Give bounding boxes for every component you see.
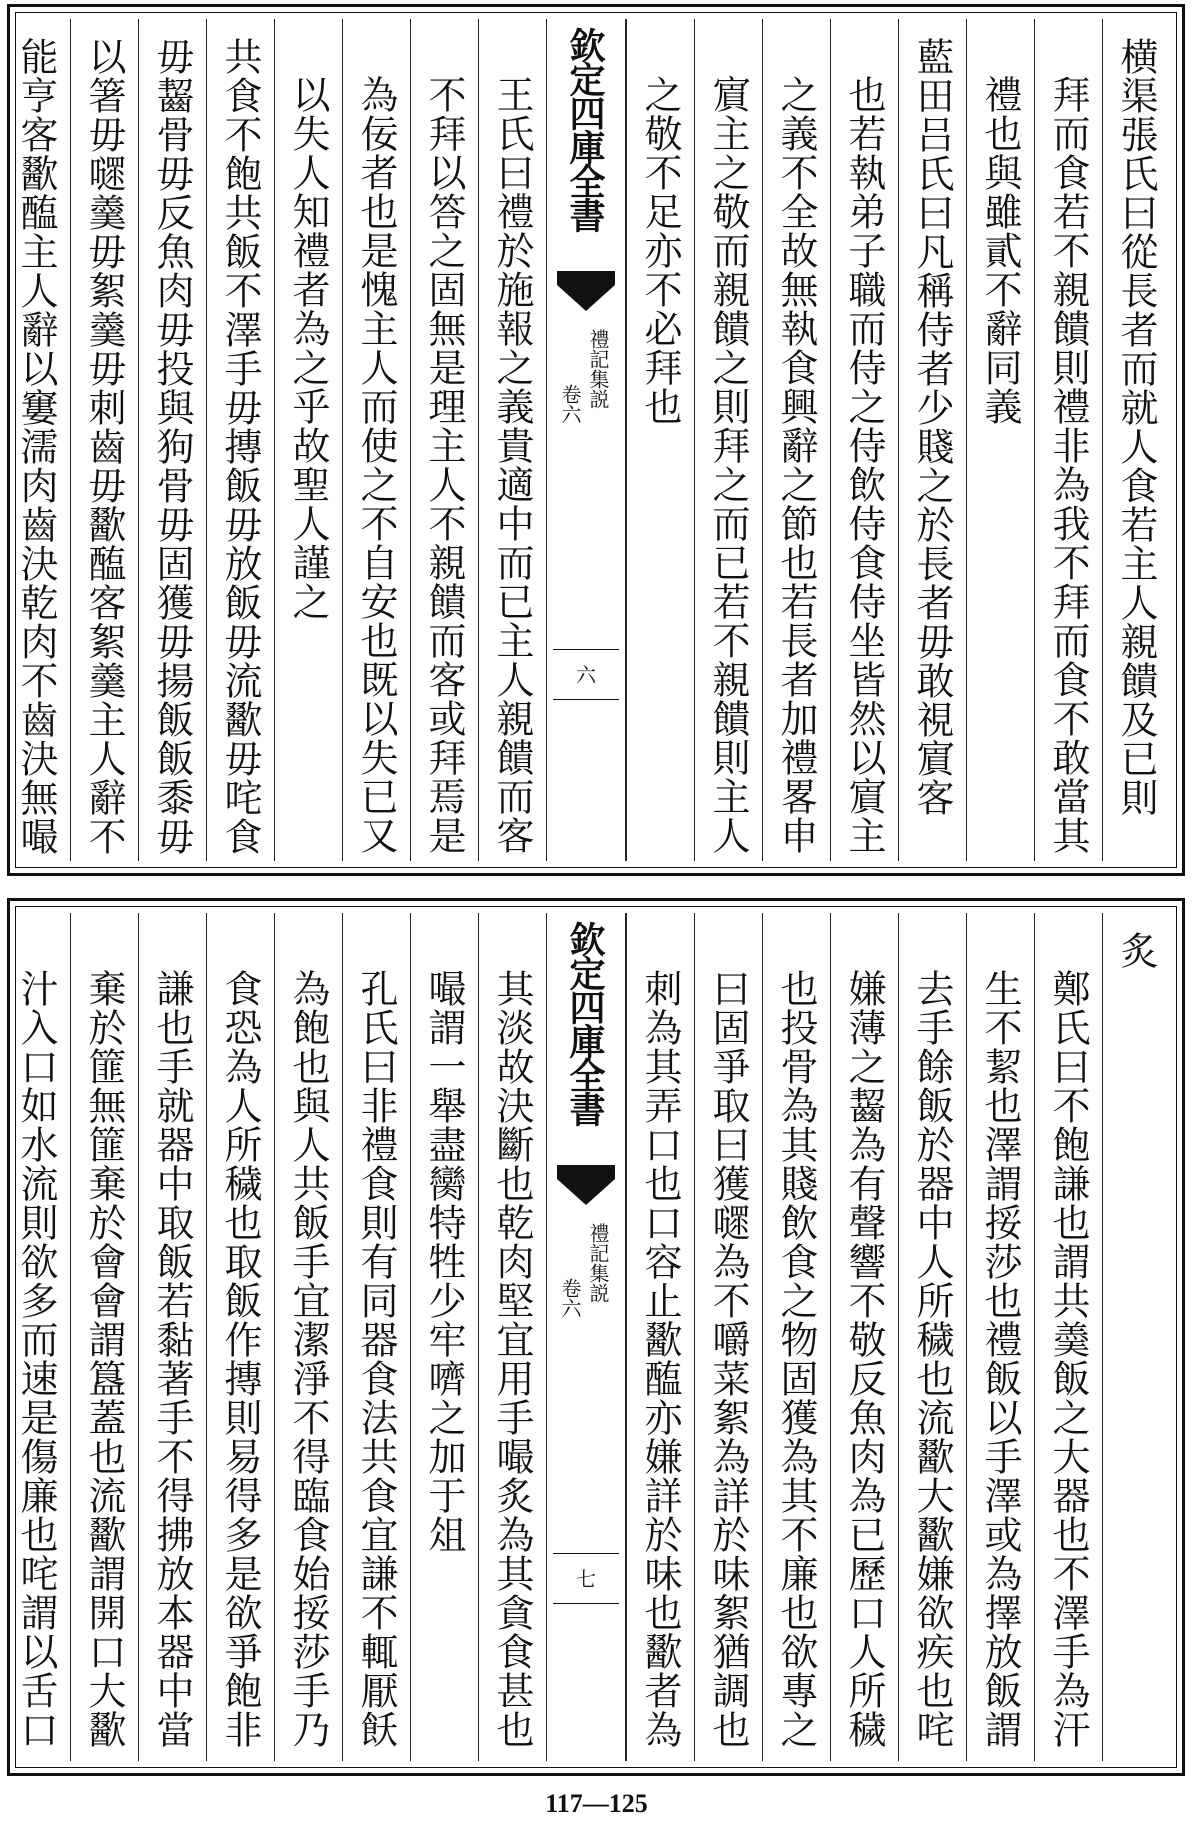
juan-label: 卷六: [558, 1278, 582, 1318]
text-column: 之敬不足亦不必拜也: [626, 19, 694, 861]
text-column: 以失人知禮者為之乎故聖人謹之: [274, 19, 342, 861]
bottom-page-frame: [7, 898, 1185, 1776]
text-column: 食恐為人所穢也取飯作摶則易得多是欲爭飽非: [206, 913, 274, 1761]
text-column: 拜而食若不親饋則禮非為我不拜而食不敢當其: [1034, 19, 1102, 861]
fish-tail-mark: [557, 1165, 615, 1205]
text-column: 孔氏曰非禮食則有同器食法共食宜謙不輒厭飫: [342, 913, 410, 1761]
center-fold: [546, 19, 626, 861]
fold-rule: [553, 1603, 619, 1604]
text-column: 棄於篚無篚棄於會會謂簋蓋也流歠謂開口大歠: [70, 913, 138, 1761]
text-column: 為飽也與人共飯手宜潔淨不得臨食始挼莎手乃: [274, 913, 342, 1761]
text-column: 之義不全故無執食興辭之節也若長者加禮畧申: [762, 19, 830, 861]
series-title: 欽定四庫全書: [564, 921, 606, 1125]
text-column: 鄭氏曰不飽謙也謂共羮飯之大器也不澤手為汗: [1034, 913, 1102, 1761]
fish-tail-mark: [557, 271, 615, 311]
book-title: 禮記集説: [586, 329, 610, 409]
text-column: 賔主之敬而親饋之則拜之而已若不親饋則主人: [694, 19, 762, 861]
page-reference: 117—125: [545, 1789, 648, 1818]
center-fold: [546, 913, 626, 1761]
juan-label: 卷六: [558, 384, 582, 424]
text-column: 其淡故決斷也乾肉堅宜用手嘬炙為其貪食甚也: [478, 913, 546, 1761]
text-column: 汁入口如水流則欲多而速是傷廉也咤謂以舌口: [14, 969, 58, 1749]
text-column: 嘬謂一舉盡臠特牲少牢嚌之加于俎: [410, 913, 478, 1761]
text-column: 曰固爭取曰獲嚃為不嚼菜絮為詳於味絮猶調也: [694, 913, 762, 1761]
text-column: 王氏曰禮於施報之義貴適中而已主人親饋而客: [478, 19, 546, 861]
text-column: 横渠張氏曰從長者而就人食若主人親饋及已則: [1102, 19, 1170, 861]
page-number: 七: [576, 1567, 596, 1591]
series-title: 欽定四庫全書: [564, 27, 606, 231]
text-column: 去手餘飯於器中人所穢也流歠大歠嫌欲疾也咤: [898, 913, 966, 1761]
text-column: 毋齧骨毋反魚肉毋投與狗骨毋固獲毋揚飯飯黍毋: [138, 19, 206, 861]
text-column: 共食不飽共飯不澤手毋摶飯毋放飯毋流歠毋咤食: [206, 19, 274, 861]
text-column: 刺為其弄口也口容止歠醢亦嫌詳於味也歠者為: [626, 913, 694, 1761]
text-column: 也投骨為其賤飲食之物固獲為其不廉也欲專之: [762, 913, 830, 1761]
text-column: 為佞者也是愧主人而使之不自安也既以失已又: [342, 19, 410, 861]
fold-rule: [553, 649, 619, 650]
text-column: 生不絜也澤謂挼莎也禮飯以手澤或為擇放飯謂: [966, 913, 1034, 1761]
book-title: 禮記集説: [586, 1223, 610, 1303]
top-page-columns: [14, 19, 1170, 861]
text-column: 也若執弟子職而侍之侍飲侍食侍坐皆然以賔主: [830, 19, 898, 861]
fold-rule: [553, 699, 619, 700]
text-column: 嫌薄之齧為有聲響不敬反魚肉為已歷口人所穢: [830, 913, 898, 1761]
text-column: 炙: [1102, 913, 1170, 1761]
text-column: 藍田吕氏曰凡稱侍者少賤之於長者毋敢視賔客: [898, 19, 966, 861]
fold-rule: [553, 1553, 619, 1554]
bottom-page-columns: [14, 913, 1170, 1761]
text-column: 禮也與雖貳不辭同義: [966, 19, 1034, 861]
top-page-frame: [7, 4, 1185, 876]
page-number: 六: [576, 663, 596, 687]
text-column: 以箸毋嚃羹毋絮羹毋刺齒毋歠醢客絮羹主人辭不: [70, 19, 138, 861]
text-column: 謙也手就器中取飯若黏著手不得拂放本器中當: [138, 913, 206, 1761]
text-column: 不拜以答之固無是理主人不親饋而客或拜焉是: [410, 19, 478, 861]
text-column: 能亨客歠醢主人辭以窶濡肉齒決乾肉不齒決無嘬: [14, 37, 58, 856]
